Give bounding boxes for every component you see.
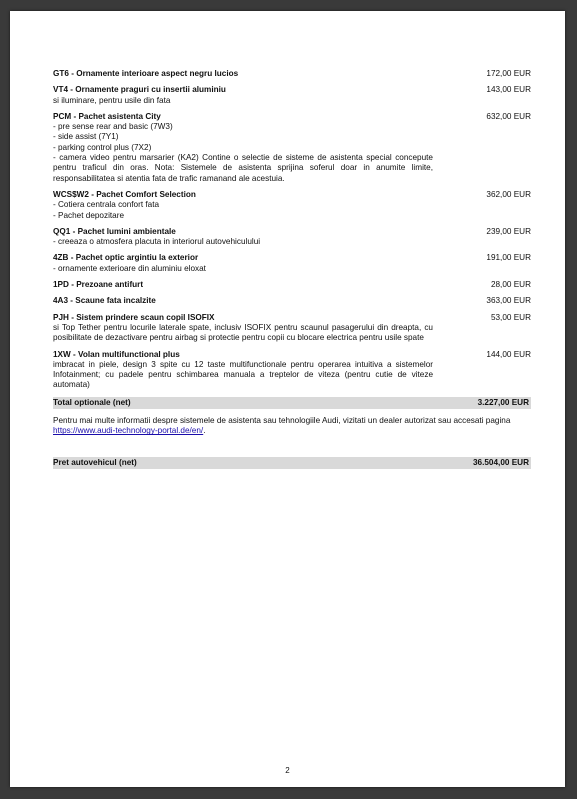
option-description: imbracat in piele, design 3 spite cu 12 taste multifunctionale pentru operarea intuitiva a sistemelor Infotainment; cu padele pentru schimbarea manuala a treptelor de viteza (pentru cutie de viteze automata) bbox=[53, 359, 433, 390]
option-price: 144,00 EUR bbox=[486, 349, 531, 359]
option-item-qq1 bbox=[53, 227, 531, 248]
option-price: 143,00 EUR bbox=[486, 85, 531, 95]
option-title: GT6 - Ornamente interioare aspect negru lucios bbox=[53, 69, 239, 78]
total-optionale-label: Total optionale (net) bbox=[53, 397, 131, 407]
pret-autovehicul-label: Pret autovehicul (net) bbox=[53, 457, 137, 467]
option-item-pjh bbox=[53, 313, 531, 344]
option-price: 172,00 EUR bbox=[486, 69, 531, 78]
page-content bbox=[53, 69, 531, 469]
option-title: 4ZB - Pachet optic argintiu la exterior bbox=[53, 253, 199, 263]
option-title: 4A3 - Scaune fata incalzite bbox=[53, 296, 156, 306]
option-description: si Top Tether pentru locurile laterale spate, inclusiv ISOFIX pentru scaunul pasagerului din dreapta, cu posibilitate de dezactivare pentru airbag si protectie pentru copii cu blocare electrica pentru usile spate bbox=[53, 322, 433, 343]
page-number: 2 bbox=[285, 766, 290, 775]
option-item-pcm bbox=[53, 112, 531, 184]
option-price: 632,00 EUR bbox=[486, 111, 531, 121]
option-title: WCS$W2 - Pachet Comfort Selection bbox=[53, 189, 196, 199]
info-paragraph bbox=[53, 416, 513, 437]
info-text: Pentru mai multe informatii despre sistemele de asistenta sau tehnologiile Audi, vizitati un dealer autorizat sau accesati pagina bbox=[53, 416, 511, 426]
option-description: - ornamente exterioare din aluminiu eloxat bbox=[53, 263, 206, 273]
option-title: 1PD - Prezoane antifurt bbox=[53, 280, 144, 290]
option-description: - Pachet depozitare bbox=[53, 210, 125, 220]
option-title: PJH - Sistem prindere scaun copil ISOFIX bbox=[53, 312, 215, 322]
total-optionale-value: 3.227,00 EUR bbox=[477, 397, 529, 407]
option-item-1xw bbox=[53, 350, 531, 391]
document-page bbox=[10, 11, 565, 787]
option-title: PCM - Pachet asistenta City bbox=[53, 111, 161, 121]
option-item-wcsw2 bbox=[53, 190, 531, 221]
option-description: - pre sense rear and basic (7W3) bbox=[53, 122, 173, 132]
option-price: 28,00 EUR bbox=[490, 280, 531, 290]
option-item-gt6 bbox=[53, 69, 531, 79]
audi-technology-portal-link[interactable]: https://www.audi-technology-portal.de/en/ bbox=[53, 426, 204, 436]
option-title: QQ1 - Pachet lumini ambientale bbox=[53, 226, 176, 236]
option-price: 363,00 EUR bbox=[486, 296, 531, 306]
option-price: 53,00 EUR bbox=[490, 312, 531, 322]
info-text-end: . bbox=[203, 426, 206, 436]
option-description: - camera video pentru marsarier (KA2) Contine o selectie de sisteme de asistenta special concepute pentru traficul din oras. Nota: Sistemele de asistenta sprijina soferul doar in anumite limite, responsabilitatea si atentia fata de trafic ramanand ale acestuia. bbox=[53, 153, 433, 183]
option-item-vt4 bbox=[53, 85, 531, 106]
option-description: si iluminare, pentru usile din fata bbox=[53, 95, 171, 105]
total-optionale-row bbox=[53, 397, 531, 409]
option-title: 1XW - Volan multifunctional plus bbox=[53, 349, 180, 359]
option-price: 239,00 EUR bbox=[486, 226, 531, 236]
option-description: - parking control plus (7X2) bbox=[53, 142, 152, 152]
option-price: 362,00 EUR bbox=[486, 189, 531, 199]
option-price: 191,00 EUR bbox=[486, 253, 531, 263]
pret-autovehicul-row bbox=[53, 457, 531, 469]
option-item-4a3 bbox=[53, 296, 531, 306]
option-description: - creeaza o atmosfera placuta in interiorul autovehiculului bbox=[53, 237, 261, 247]
option-item-1pd bbox=[53, 280, 531, 290]
option-description: - side assist (7Y1) bbox=[53, 132, 119, 142]
option-description: - Cotiera centrala confort fata bbox=[53, 200, 160, 210]
option-title: VT4 - Ornamente praguri cu insertii aluminiu bbox=[53, 85, 226, 95]
option-item-4zb bbox=[53, 253, 531, 274]
pret-autovehicul-value: 36.504,00 EUR bbox=[473, 457, 529, 467]
